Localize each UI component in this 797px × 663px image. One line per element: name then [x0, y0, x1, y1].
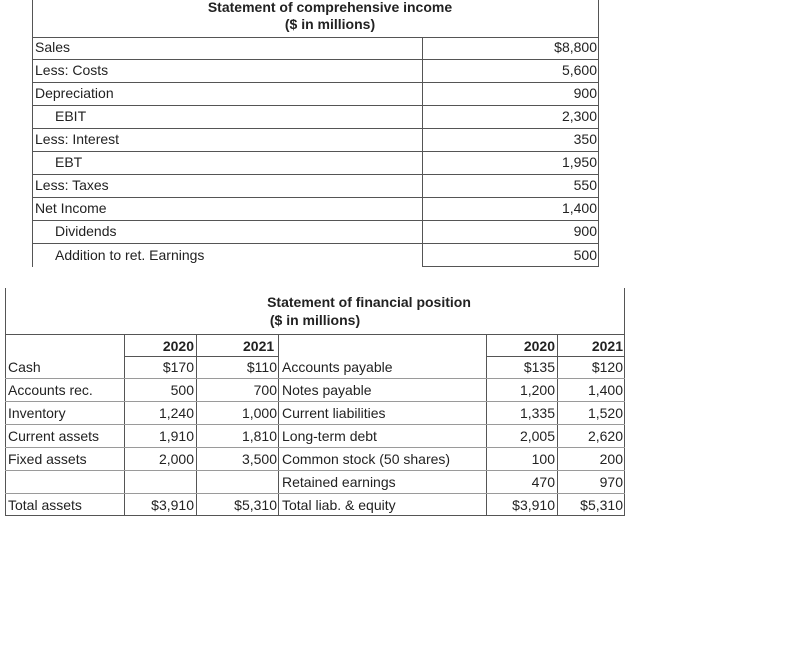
liab-header-2021: 2021 — [591, 338, 623, 354]
income-row-label: Less: Interest — [35, 131, 120, 147]
assets-header-2020: 2020 — [162, 338, 194, 354]
income-row-label: Less: Costs — [35, 62, 109, 78]
total-assets-2020: $3,910 — [151, 497, 194, 513]
asset-value-2021: $110 — [246, 359, 277, 375]
income-row-label: EBT — [55, 154, 83, 170]
asset-value-2020: 500 — [170, 382, 194, 398]
income-row-value: 2,300 — [561, 108, 597, 124]
asset-label: Fixed assets — [8, 451, 87, 467]
income-row-label: Depreciation — [35, 85, 114, 101]
income-row-label: Net Income — [35, 200, 107, 216]
income-row-value: 900 — [573, 85, 597, 101]
total-liab-2020: $3,910 — [512, 497, 555, 513]
total-liab-2021: $5,310 — [580, 497, 623, 513]
liability-value-2020: 1,335 — [519, 405, 555, 421]
liability-value-2020: $135 — [523, 359, 555, 375]
asset-value-2020: 1,240 — [158, 405, 194, 421]
liab-header-2020: 2020 — [523, 338, 555, 354]
liability-label: Retained earnings — [282, 474, 396, 490]
assets-header-2021: 2021 — [243, 338, 275, 354]
income-row-label: EBIT — [55, 108, 87, 124]
income-row-value: 5,600 — [561, 62, 597, 78]
total-liab-label: Total liab. & equity — [282, 497, 396, 513]
liability-label: Notes payable — [282, 382, 372, 398]
balance-sheet-subtitle: ($ in millions) — [269, 312, 361, 328]
asset-label: Current assets — [8, 428, 100, 444]
income-row-value: 900 — [573, 223, 597, 239]
total-assets-label: Total assets — [8, 497, 82, 513]
total-assets-2021: $5,310 — [234, 497, 277, 513]
income-row-value: 350 — [573, 131, 597, 147]
income-statement-subtitle: ($ in millions) — [284, 16, 376, 32]
income-row-value: $8,800 — [554, 39, 597, 55]
liability-value-2020: 100 — [531, 451, 555, 467]
asset-value-2020: 2,000 — [158, 451, 194, 467]
income-row-label: Addition to ret. Earnings — [55, 247, 205, 263]
asset-value-2020: 1,910 — [158, 428, 194, 444]
liability-value-2021: $120 — [591, 359, 623, 375]
income-row-value: 500 — [573, 247, 597, 263]
liability-value-2021: 200 — [599, 451, 623, 467]
liability-value-2020: 2,005 — [519, 428, 555, 444]
asset-value-2021: 3,500 — [241, 451, 277, 467]
income-row-label: Less: Taxes — [35, 177, 109, 193]
asset-value-2021: 1,810 — [241, 428, 277, 444]
asset-value-2021: 700 — [253, 382, 277, 398]
asset-label: Inventory — [8, 405, 66, 421]
asset-value-2021: 1,000 — [241, 405, 277, 421]
asset-label: Accounts rec. — [8, 382, 93, 398]
balance-sheet-title: Statement of financial position — [267, 294, 471, 310]
income-row-label: Sales — [35, 39, 71, 55]
liability-label: Long-term debt — [282, 428, 377, 444]
asset-value-2020: $170 — [162, 359, 194, 375]
liability-label: Current liabilities — [282, 405, 386, 421]
income-row-value: 550 — [573, 177, 597, 193]
liability-value-2020: 470 — [531, 474, 555, 490]
income-row-value: 1,400 — [561, 200, 597, 216]
liability-label: Accounts payable — [282, 359, 393, 375]
liability-label: Common stock (50 shares) — [282, 451, 451, 467]
income-statement-title: Statement of comprehensive income — [207, 0, 453, 15]
liability-value-2021: 1,400 — [587, 382, 623, 398]
asset-label: Cash — [8, 359, 41, 375]
liability-value-2021: 970 — [599, 474, 623, 490]
liability-value-2020: 1,200 — [519, 382, 555, 398]
liability-value-2021: 1,520 — [587, 405, 623, 421]
income-row-label: Dividends — [55, 223, 117, 239]
liability-value-2021: 2,620 — [587, 428, 623, 444]
income-row-value: 1,950 — [561, 154, 597, 170]
